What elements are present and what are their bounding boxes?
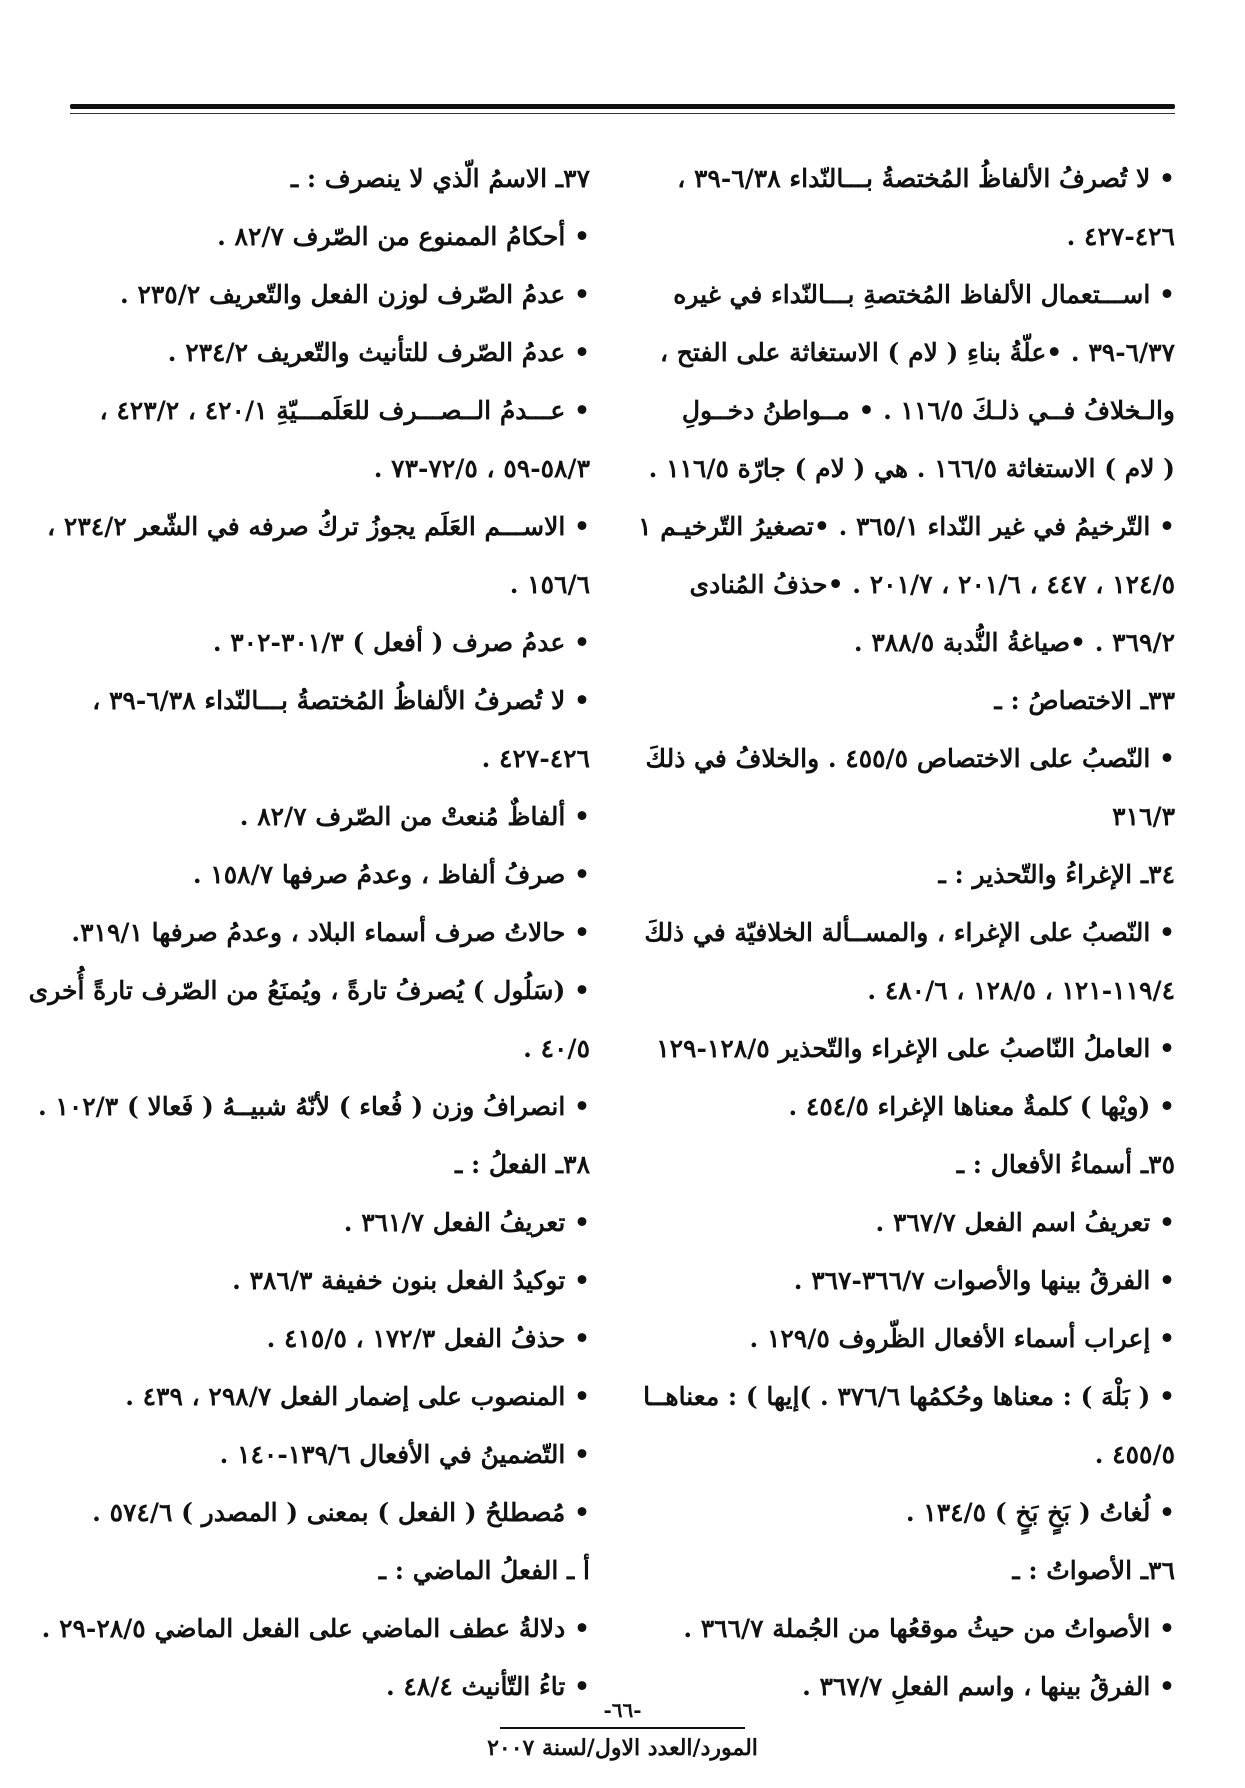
journal-footer: المورد/العدد الاول/لسنة ٢٠٠٧: [487, 1735, 758, 1761]
section-heading: ٣٨ـ الفعلُ : ـ: [454, 1150, 590, 1179]
index-line: • ( بَلْهَ ) : معناها وحُكمُها ٣٧٦/٦ . )إيها ) : معناهــا: [643, 1382, 1175, 1411]
index-line: • الفرقُ بينها ، واسم الفعلِ ٣٦٧/٧ .: [802, 1672, 1175, 1701]
index-line: • لُغاتُ ( بَخٍ بَخٍ ) ١٣٤/٥ .: [905, 1498, 1175, 1527]
index-line: • ألفاظٌ مُنعتْ من الصّرف ٨٢/٧ .: [239, 802, 590, 831]
index-line: • المنصوب على إضمار الفعل ٢٩٨/٧ ، ٤٣٩ .: [125, 1382, 590, 1411]
index-line: • حالاتُ صرف أسماء البلاد ، وعدمُ صرفها ٣١٩/١.: [71, 918, 590, 947]
index-line: • النّصبُ على الاختصاص ٤٥٥/٥ . والخلافُ في ذلكَ: [645, 744, 1175, 773]
top-rule: [70, 104, 1175, 109]
right-column: [615, 150, 1175, 1716]
footer-rule: [500, 1727, 745, 1729]
index-line: • عـــدمُ الــصـــرف للعَلَمـــيّةِ ٤٢٠/١ ، ٤٢٣/٢ ،: [99, 396, 590, 425]
index-line: ٤٢٦-٤٢٧ .: [1066, 222, 1175, 251]
index-line: • انصرافُ وزن ( فُعاء ) لأنّهُ شبيــهُ ( فَعالا ) ١٠٢/٣ .: [37, 1092, 590, 1121]
subsection-heading: أ ـ الفعلُ الماضي : ـ: [378, 1556, 590, 1585]
index-line: • تاءُ التّأنيث ٤٨/٤ .: [385, 1672, 590, 1701]
index-line: ٤٠/٥ .: [523, 1034, 590, 1063]
index-line: • مُصطلحُ ( الفعل ) بمعنى ( المصدر ) ٥٧٤/٦ .: [92, 1498, 590, 1527]
index-line: • (سَلُول ) يُصرفُ تارةً ، ويُمنَعُ من الصّرف تارةً أُخرى: [28, 976, 590, 1005]
index-line: • صرفُ ألفاظ ، وعدمُ صرفها ١٥٨/٧ .: [192, 860, 590, 889]
index-line: • العاملُ النّاصبُ على الإغراء والتّحذير ١٢٨/٥-١٢٩: [656, 1034, 1175, 1063]
index-line: ١٥٦/٦ .: [509, 570, 590, 599]
left-column: [20, 150, 590, 1716]
index-line: • النّصبُ على الإغراء ، والمســألة الخلافيّة في ذلكَ: [644, 918, 1175, 947]
index-line: • التّرخيمُ في غير النّداء ٣٦٥/١ . •تصغيرُ التّرخيـم ١: [638, 512, 1175, 541]
index-line: والـخلافُ فــي ذلـكَ ١١٦/٥ . • مــواطنُ دخــولِ: [681, 396, 1175, 425]
index-line: • عدمُ الصّرف للتأنيث والتّعريف ٢٣٤/٢ .: [167, 338, 590, 367]
index-line: ٥٨/٣-٥٩ ، ٧٢/٥-٧٣ .: [373, 454, 590, 483]
index-line: • الأصواتُ من حيثُ موقعُها من الجُملة ٣٦٦/٧ .: [683, 1614, 1175, 1643]
index-line: • دلالةُ عطف الماضي على الفعل الماضي ٢٨/٥-٢٩ .: [41, 1614, 590, 1643]
section-heading: ٣٥ـ أسماءُ الأفعال : ـ: [956, 1150, 1175, 1179]
index-line: • لا تُصرفُ الألفاظُ المُختصةُ بـــالنّداء ٦/٣٨-٣٩ ،: [677, 164, 1175, 193]
index-line: • عدمُ الصّرف لوزن الفعل والتّعريف ٢٣٥/٢ .: [120, 280, 590, 309]
index-line: • حذفُ الفعل ١٧٢/٣ ، ٤١٥/٥ .: [266, 1324, 590, 1353]
section-heading: ٣٣ـ الاختصاصُ : ـ: [994, 686, 1175, 715]
index-line: ( لام ) الاستغاثة ١٦٦/٥ . هي ( لام ) جارّة ١١٦/٥ .: [648, 454, 1175, 483]
index-line: • الاســـم العَلَم يجوزُ تركُ صرفه في الشّعر ٢٣٤/٢ ،: [47, 512, 590, 541]
index-line: ٦/٣٧-٣٩ . •علّةُ بناءِ ( لام ) الاستغاثة على الفتح ،: [660, 338, 1175, 367]
index-line: • عدمُ صرف ( أفعل ) ٣٠١/٣-٣٠٢ .: [212, 628, 590, 657]
index-line: ٤٥٥/٥ .: [1094, 1440, 1175, 1469]
index-line: • تعريفُ اسم الفعل ٣٦٧/٧ .: [875, 1208, 1175, 1237]
section-heading: ٣٧ـ الاسمُ الّذي لا ينصرف : ـ: [290, 164, 590, 193]
index-line: • إعراب أسماء الأفعال الظّروف ١٢٩/٥ .: [749, 1324, 1175, 1353]
index-line: ١١٩/٤-١٢١ ، ١٢٨/٥ ، ٤٨٠/٦ .: [867, 976, 1175, 1005]
index-line: • تعريفُ الفعل ٣٦١/٧ .: [343, 1208, 590, 1237]
index-line: • (ويْها ) كلمةٌ معناها الإغراء ٤٥٤/٥ .: [788, 1092, 1175, 1121]
section-heading: ٣٤ـ الإغراءُ والتّحذير : ـ: [938, 860, 1175, 889]
index-line: • لا تُصرفُ الألفاظُ المُختصةُ بـــالنّداء ٦/٣٨-٣٩ ،: [92, 686, 590, 715]
index-line: ٤٢٦-٤٢٧ .: [481, 744, 590, 773]
index-line: • التّضمينُ في الأفعال ١٣٩/٦-١٤٠ .: [219, 1440, 590, 1469]
index-line: • توكيدُ الفعل بنون خفيفة ٣٨٦/٣ .: [232, 1266, 590, 1295]
index-line: • الفرقُ بينها والأصوات ٣٦٦/٧-٣٦٧ .: [793, 1266, 1175, 1295]
index-line: ٣٦٩/٢ . •صياغةُ النُّدبة ٣٨٨/٥ .: [853, 628, 1175, 657]
index-line: ١٢٤/٥ ، ٤٤٧ ، ٢٠١/٦ ، ٢٠١/٧ . •حذفُ المُنادى: [689, 570, 1175, 599]
page-number: -٦٦-: [603, 1698, 642, 1722]
index-line: • أحكامُ الممنوع من الصّرف ٨٢/٧ .: [217, 222, 590, 251]
index-line: ٣١٦/٣: [1112, 802, 1175, 831]
section-heading: ٣٦ـ الأصواتُ : ـ: [1012, 1556, 1175, 1585]
index-line: • اســـتعمال الألفاظ المُختصةِ بـــالنّداء في غيره: [673, 280, 1175, 309]
